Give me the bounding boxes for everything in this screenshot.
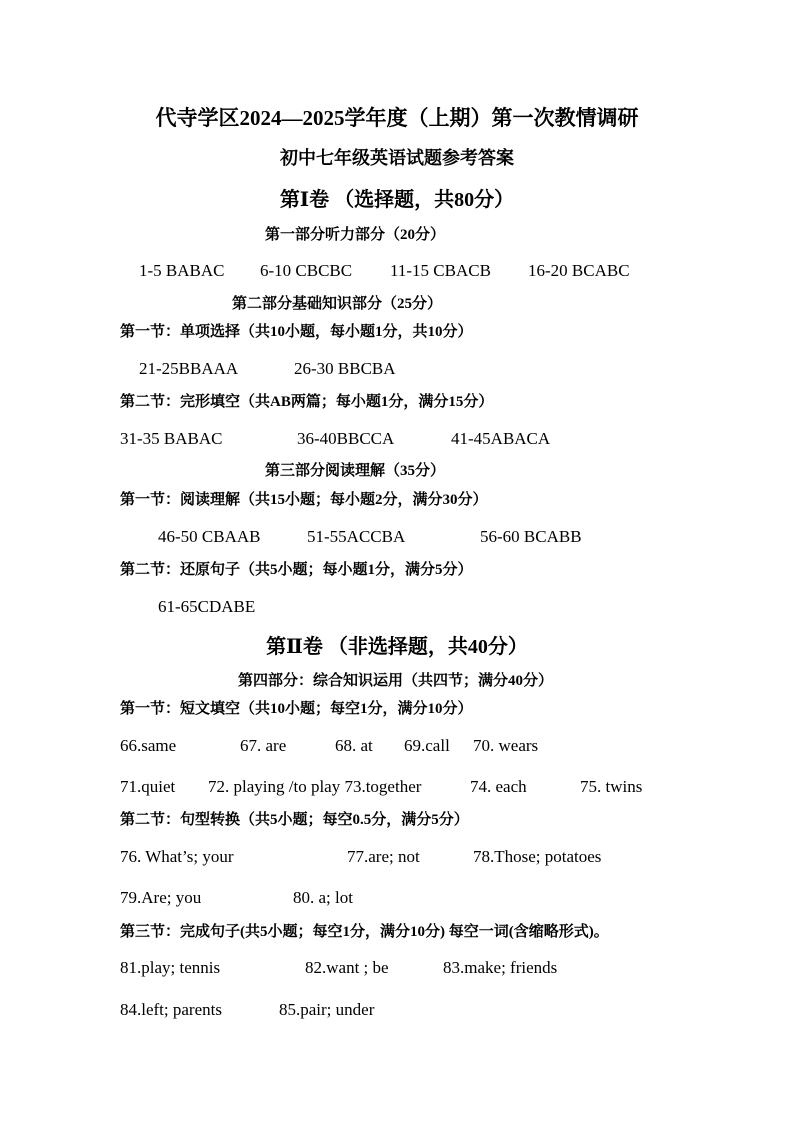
answer-group: 1-5 BABAC — [139, 261, 225, 280]
answer-group: 41-45ABACA — [451, 429, 551, 448]
answer-item: 69.call — [404, 736, 450, 755]
section-heading: 第一节：阅读理解（共15小题；每小题2分，满分30分） — [120, 492, 488, 508]
answer-group: 46-50 CBAAB — [158, 527, 261, 546]
answer-item: 72. playing /to play 73.together — [208, 777, 422, 796]
volume-2-heading: 第Ⅱ卷 （非选择题，共40分） — [266, 636, 528, 658]
section-heading: 第二节：完形填空（共AB两篇；每小题1分，满分15分） — [120, 394, 494, 410]
part-4-heading: 第四部分：综合知识运用（共四节；满分40分） — [238, 673, 554, 689]
document-title: 代寺学区2024—2025学年度（上期）第一次教情调研 — [155, 106, 639, 130]
answer-item: 81.play; tennis — [120, 958, 221, 977]
answer-group: 26-30 BBCBA — [294, 359, 396, 378]
answer-item: 76. What’s; your — [120, 847, 234, 866]
answer-group: 31-35 BABAC — [120, 429, 223, 448]
answer-item: 71.quiet — [120, 777, 176, 796]
answer-item: 85.pair; under — [279, 1000, 375, 1019]
answer-item: 79.Are; you — [120, 888, 202, 907]
answer-item: 78.Those; potatoes — [473, 847, 602, 866]
answer-group: 61-65CDABE — [158, 597, 256, 616]
volume-1-heading: 第Ⅰ卷 （选择题，共80分） — [279, 189, 515, 211]
answer-group: 56-60 BCABB — [480, 527, 582, 546]
answer-item: 80. a; lot — [293, 888, 353, 907]
section-heading: 第一节：单项选择（共10小题，每小题1分，共10分） — [120, 324, 473, 340]
answer-group: 36-40BBCCA — [297, 429, 395, 448]
part-1-heading: 第一部分听力部分（20分） — [265, 227, 446, 243]
answer-item: 74. each — [470, 777, 527, 796]
section-heading: 第三节：完成句子(共5小题；每空1分，满分10分) 每空一词(含缩略形式)。 — [120, 924, 609, 940]
answer-group: 21-25BBAAA — [139, 359, 239, 378]
answer-item: 66.same — [120, 736, 177, 755]
answer-group: 6-10 CBCBC — [260, 261, 353, 280]
answer-group: 51-55ACCBA — [307, 527, 406, 546]
answer-group: 16-20 BCABC — [528, 261, 630, 280]
section-heading: 第二节：句型转换（共5小题；每空0.5分，满分5分） — [120, 812, 469, 828]
document-subtitle: 初中七年级英语试题参考答案 — [280, 148, 514, 168]
answer-group: 11-15 CBACB — [390, 261, 491, 280]
section-heading: 第二节：还原句子（共5小题；每小题1分，满分5分） — [120, 562, 473, 578]
answer-item: 84.left; parents — [120, 1000, 222, 1019]
section-heading: 第一节：短文填空（共10小题；每空1分，满分10分） — [120, 701, 473, 717]
answer-item: 83.make; friends — [443, 958, 558, 977]
part-3-heading: 第三部分阅读理解（35分） — [265, 463, 446, 479]
answer-item: 70. wears — [473, 736, 539, 755]
answer-item: 75. twins — [580, 777, 643, 796]
answer-item: 77.are; not — [347, 847, 420, 866]
answer-item: 82.want ; be — [305, 958, 389, 977]
answer-item: 67. are — [240, 736, 287, 755]
part-2-heading: 第二部分基础知识部分（25分） — [232, 296, 443, 312]
answer-item: 68. at — [335, 736, 373, 755]
